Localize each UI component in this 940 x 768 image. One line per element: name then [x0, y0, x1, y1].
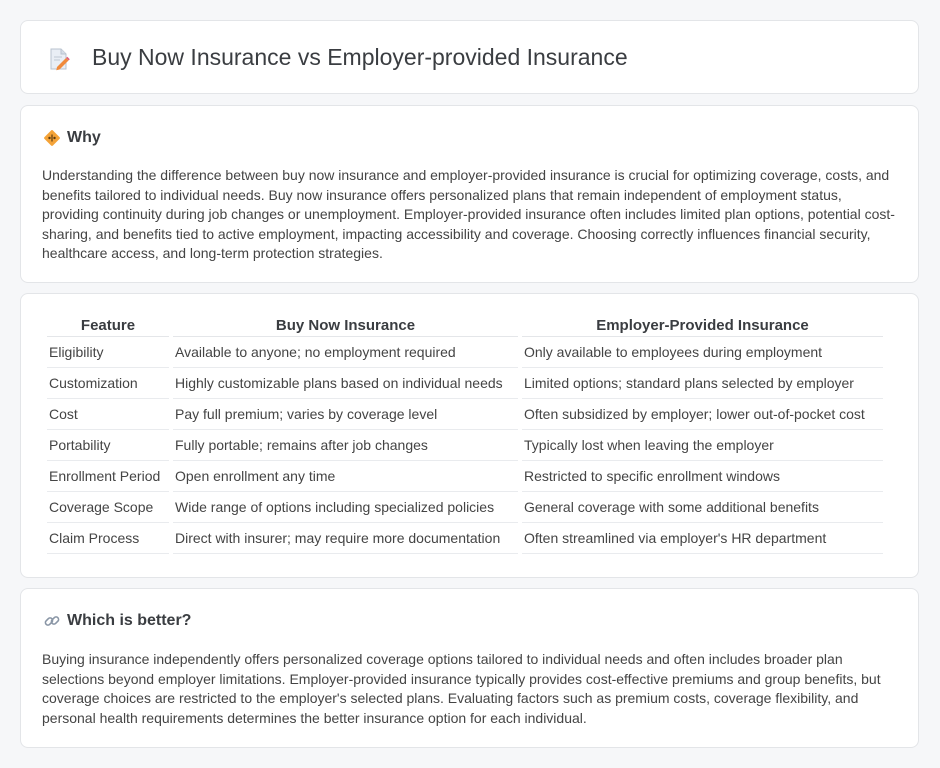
better-heading: Which is better?	[67, 612, 192, 629]
page-title: Buy Now Insurance vs Employer-provided Insurance	[92, 44, 628, 70]
title-card	[20, 20, 919, 94]
document-pencil-icon	[48, 47, 70, 71]
table-header-row	[47, 315, 883, 337]
why-section	[20, 105, 919, 283]
comparison-section	[20, 293, 919, 578]
header-employer: Employer-Provided Insurance	[522, 315, 883, 337]
why-heading-row	[43, 127, 101, 149]
employer-cell: Often streamlined via employer's HR department	[522, 523, 883, 554]
buy-now-cell: Fully portable; remains after job changes	[173, 430, 518, 461]
header-feature: Feature	[47, 315, 169, 337]
feature-cell: Coverage Scope	[47, 492, 169, 523]
feature-cell: Enrollment Period	[47, 461, 169, 492]
comparison-table	[43, 315, 887, 554]
link-icon	[43, 612, 61, 630]
which-is-better-section	[20, 588, 919, 748]
why-text: Understanding the difference between buy now insurance and employer-provided insurance is crucial for optimizing coverage, costs, and benefits tailored to individual needs. Buy now insurance offers personalized plans that remain independent of employment status, providing continuity during job changes or unemployment. Employer-provided insurance often includes limited plan options, potential cost-sharing, and benefits tied to active employment, impacting accessibility and coverage. Choosing correctly influences financial security, healthcare access, and long-term protection strategies.	[42, 167, 895, 261]
employer-cell: General coverage with some additional benefits	[522, 492, 883, 523]
buy-now-cell: Available to anyone; no employment required	[173, 337, 518, 368]
employer-cell: Limited options; standard plans selected by employer	[522, 368, 883, 399]
table-row	[47, 399, 883, 430]
table-row	[47, 523, 883, 554]
feature-cell: Cost	[47, 399, 169, 430]
table-row	[47, 430, 883, 461]
better-heading-row	[43, 610, 191, 632]
why-heading: Why	[67, 129, 101, 146]
diamond-warning-icon	[43, 129, 61, 147]
feature-cell: Portability	[47, 430, 169, 461]
header-buy-now: Buy Now Insurance	[173, 315, 518, 337]
feature-cell: Eligibility	[47, 337, 169, 368]
employer-cell: Often subsidized by employer; lower out-of-pocket cost	[522, 399, 883, 430]
better-text: Buying insurance independently offers personalized coverage options tailored to individual needs and often includes broader plan selections beyond employer limitations. Employer-provided insurance typically provides cost-effective premiums and group benefits, but coverage choices are restricted to the employer's selected plans. Evaluating factors such as premium costs, coverage flexibility, and personal health requirements determines the better insurance option for each individual.	[42, 651, 881, 726]
buy-now-cell: Pay full premium; varies by coverage level	[173, 399, 518, 430]
buy-now-cell: Highly customizable plans based on individual needs	[173, 368, 518, 399]
employer-cell: Only available to employees during employment	[522, 337, 883, 368]
employer-cell: Restricted to specific enrollment windows	[522, 461, 883, 492]
feature-cell: Customization	[47, 368, 169, 399]
buy-now-cell: Wide range of options including specialized policies	[173, 492, 518, 523]
employer-cell: Typically lost when leaving the employer	[522, 430, 883, 461]
table-row	[47, 461, 883, 492]
table-row	[47, 492, 883, 523]
buy-now-cell: Open enrollment any time	[173, 461, 518, 492]
table-row	[47, 368, 883, 399]
buy-now-cell: Direct with insurer; may require more documentation	[173, 523, 518, 554]
table-row	[47, 337, 883, 368]
feature-cell: Claim Process	[47, 523, 169, 554]
